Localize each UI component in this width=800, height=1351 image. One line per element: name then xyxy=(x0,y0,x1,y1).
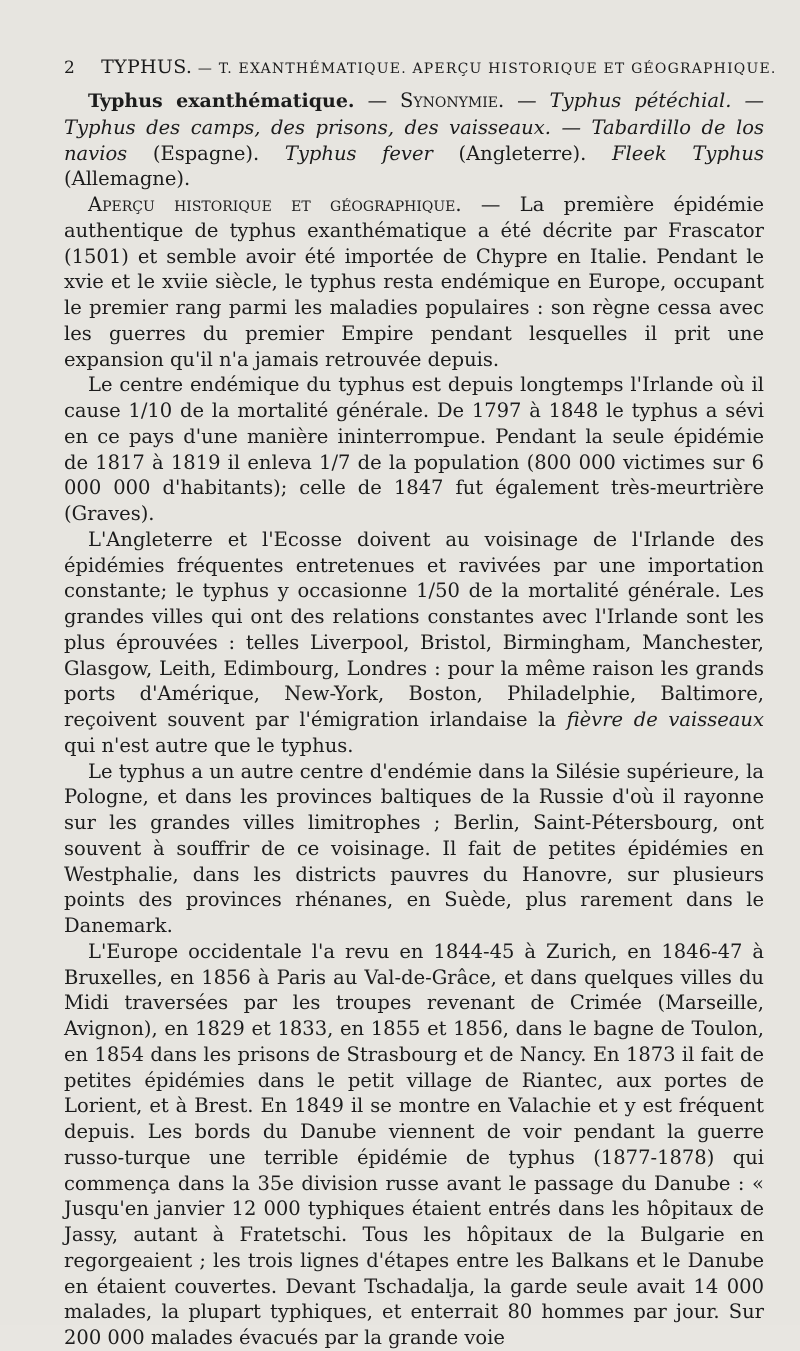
synonyms-plain-1: (Espagne). xyxy=(127,141,285,165)
history-paragraph-5: L'Europe occidentale l'a revu en 1844-45 à Zurich, en 1846-47 à Bruxelles, en 1856 à Paris au Val-de-Grâce, et dans quelques villes du Midi traversées par les troupes revenant de Crimée (Marseille, Avignon), en 1829 et 1833, en 1855 et 1856, dans le bagne de Toulon, en 1854 dans les prisons de Strasbourg et de Nancy. En 1873 il fait de petites épidémies dans le petit village de Riantec, aux portes de Lorient, et à Brest. En 1849 il se montre en Valachie et y est fréquent depuis. Les bords du Danube viennent de voir pendant la guerre russo-turque une terrible épidémie de typhus (1877-1878) qui commença dans la 35e division russe avant le passage du Danube : « Jusqu'en janvier 12 000 typhiques étaient entrés dans les hôpitaux de Jassy, autant à Fratetschi. Tous les hôpitaux de la Bulgarie en regorgeaient ; les trois lignes d'étapes entre les Balkans et le Danube en étaient couvertes. Devant Tschadalja, la garde seule avait 14 000 malades, la plupart typhiques, et enterrait 80 hommes par jour. Sur 200 000 malades évacués par la grande voie xyxy=(64,939,764,1349)
main-text xyxy=(64,88,764,1351)
header-subtitle: — T. EXANTHÉMATIQUE. APERÇU HISTORIQUE ET GÉOGRAPHIQUE. xyxy=(197,61,777,77)
history-text-3-italic: fièvre de vaisseaux xyxy=(566,708,764,731)
synonyms-italic-2: Typhus fever xyxy=(284,141,433,165)
entry-title: Typhus exanthématique. xyxy=(88,90,355,112)
synonyms-plain-2: (Angleterre). xyxy=(432,141,613,165)
history-paragraph-1 xyxy=(64,192,764,372)
section-label: Aperçu historique et géographique. xyxy=(88,193,462,216)
history-paragraph-2: Le centre endémique du typhus est depuis longtemps l'Irlande où il cause 1/10 de la mortalité générale. De 1797 à 1848 le typhus a sévi en ce pays d'une manière ininterrompue. Pendant la seule épidémie de 1817 à 1819 il enleva 1/7 de la population (800 000 victimes sur 6 000 000 d'habitants); celle de 1847 fut également très-meurtrière (Graves). xyxy=(64,373,764,525)
history-text-3a: L'Angleterre et l'Ecosse doivent au voisinage de l'Irlande des épidémies fréquentes entretenues et ravivées par une importation constante; le typhus y occasionne 1/50 de la mortalité générale. Les grandes villes qui ont des relations constantes avec l'Irlande sont les plus éprouvées : telles Liverpool, Bristol, Birmingham, Manchester, Glasgow, Leith, Edimbourg, Londres : pour la même raison les grands ports d'Amérique, New-York, Boston, Philadelphie, Baltimore, reçoivent souvent par l'émigration irlandaise la xyxy=(64,527,764,731)
history-text-1: — La première épidémie authentique de typhus exanthématique a été décrite par Frascator (1501) et semble avoir été importée de Chypre en Italie. Pendant le xvie et le xviie siècle, le typhus resta endémique en Europe, occupant le premier rang parmi les maladies populaires : son règne cessa avec les guerres du premier Empire pendant lesquelles il prit une expansion qu'il n'a jamais retrouvée depuis. xyxy=(64,193,764,371)
synonymie-label: — Synonymie. — xyxy=(367,89,537,112)
synonyms-italic-3: Fleek Typhus xyxy=(612,141,764,165)
history-text-3b: qui n'est autre que le typhus. xyxy=(64,733,354,757)
history-paragraph-3 xyxy=(64,527,764,759)
history-paragraph-4: Le typhus a un autre centre d'endémie dans la Silésie supérieure, la Pologne, et dans les provinces baltiques de la Russie d'où il rayonne sur les grandes villes limitrophes ; Berlin, Saint-Pétersbourg, ont souvent à souffrir de ce voisinage. Il fait de petites épidémies en Westphalie, dans les districts pauvres du Hanovre, sur plusieurs points des provinces rhénanes, en Suède, plus rarement dans le Danemark. xyxy=(64,759,764,937)
page-number: 2 xyxy=(64,58,76,78)
header-title: TYPHUS. xyxy=(101,56,193,78)
synonyms-italic-1: Typhus pétéchial. — Typhus des camps, des prisons, des vaisseaux. — Tabardillo de los navios xyxy=(64,89,764,165)
entry-synonyms-paragraph xyxy=(64,88,764,192)
synonyms-plain-3: (Allemagne). xyxy=(64,167,191,191)
running-header xyxy=(64,56,777,78)
